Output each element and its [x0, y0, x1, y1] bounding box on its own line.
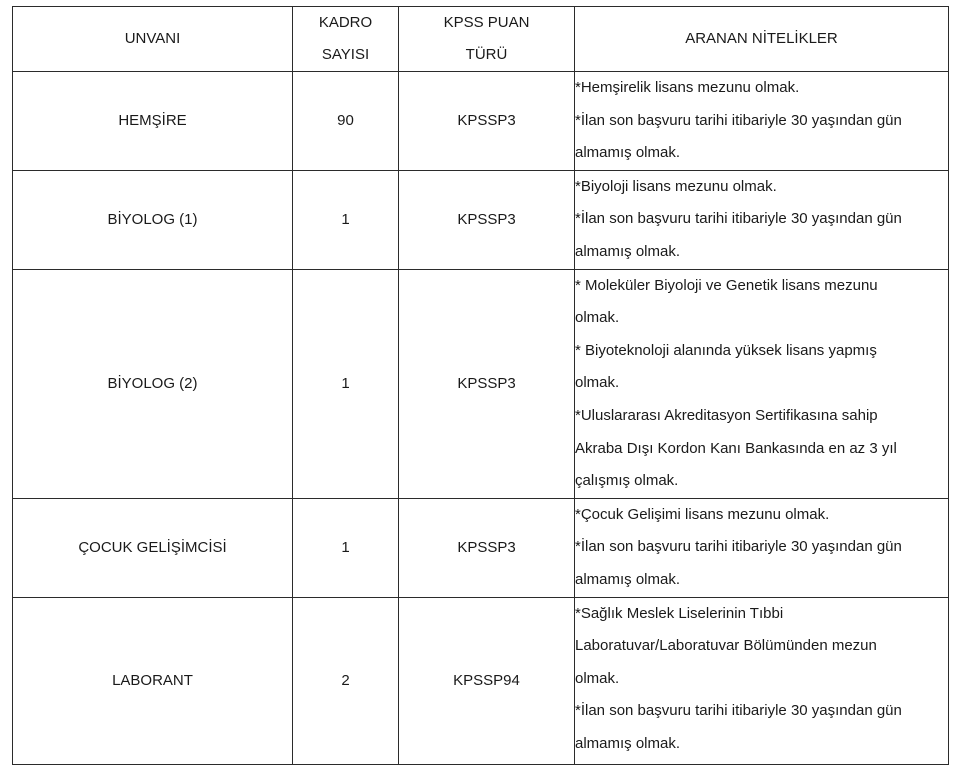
qual-line: *İlan son başvuru tarihi itibariyle 30 yaşından gün	[575, 210, 902, 228]
cell-count: 1	[293, 269, 399, 498]
cell-score: KPSSP3	[399, 72, 575, 171]
positions-table	[12, 6, 949, 765]
header-title	[13, 7, 293, 72]
cell-title: HEMŞİRE	[13, 72, 293, 171]
qual-line: *İlan son başvuru tarihi itibariyle 30 yaşından gün	[575, 702, 902, 720]
header-count-line1: KADRO	[318, 14, 373, 31]
qual-line: almamış olmak.	[575, 570, 681, 588]
qual-line: çalışmış olmak.	[575, 472, 679, 490]
qual-line: * Moleküler Biyoloji ve Genetik lisans mezunu	[575, 276, 878, 294]
header-score	[399, 7, 575, 72]
qual-line: * Biyoteknoloji alanında yüksek lisans yapmış	[575, 341, 877, 359]
header-count	[293, 7, 399, 72]
cell-title: LABORANT	[13, 597, 293, 764]
table-row	[13, 170, 949, 269]
header-score-line2: TÜRÜ	[465, 46, 508, 63]
qual-line: almamış olmak.	[575, 734, 681, 752]
cell-score: KPSSP3	[399, 269, 575, 498]
cell-qualifications	[575, 498, 949, 597]
qual-line: olmak.	[575, 374, 620, 392]
cell-title: ÇOCUK GELİŞİMCİSİ	[13, 498, 293, 597]
cell-qualifications	[575, 170, 949, 269]
qual-line: *Hemşirelik lisans mezunu olmak.	[575, 79, 800, 96]
cell-title: BİYOLOG (1)	[13, 170, 293, 269]
qual-line: *İlan son başvuru tarihi itibariyle 30 yaşından gün	[575, 111, 902, 129]
qual-line: Laboratuvar/Laboratuvar Bölümünden mezun	[575, 637, 877, 655]
cell-qualifications	[575, 597, 949, 764]
table-row	[13, 597, 949, 764]
qual-line: *Çocuk Gelişimi lisans mezunu olmak.	[575, 505, 830, 523]
cell-qualifications	[575, 72, 949, 171]
qual-line: almamış olmak.	[575, 144, 681, 162]
qual-line: *İlan son başvuru tarihi itibariyle 30 yaşından gün	[575, 538, 902, 556]
cell-count: 1	[293, 170, 399, 269]
table-row	[13, 72, 949, 171]
cell-score: KPSSP3	[399, 498, 575, 597]
qual-line: Akraba Dışı Kordon Kanı Bankasında en az 3 yıl	[575, 439, 897, 457]
table-row	[13, 269, 949, 498]
header-title-text: UNVANI	[124, 30, 181, 47]
cell-qualifications	[575, 269, 949, 498]
header-score-line1: KPSS PUAN	[443, 14, 530, 31]
header-qualifications	[575, 7, 949, 72]
qual-line: *Sağlık Meslek Liselerinin Tıbbi	[575, 604, 784, 622]
cell-title: BİYOLOG (2)	[13, 269, 293, 498]
header-row	[13, 7, 949, 72]
qual-line: *Uluslararası Akreditasyon Sertifikasına sahip	[575, 406, 878, 424]
header-qualifications-text: ARANAN NİTELİKLER	[685, 30, 838, 47]
qual-line: *Biyoloji lisans mezunu olmak.	[575, 177, 777, 195]
cell-score: KPSSP94	[399, 597, 575, 764]
cell-count: 1	[293, 498, 399, 597]
qual-line: almamış olmak.	[575, 242, 681, 260]
qual-line: olmak.	[575, 669, 620, 687]
cell-score: KPSSP3	[399, 170, 575, 269]
header-count-line2: SAYISI	[321, 46, 370, 63]
table-row	[13, 498, 949, 597]
qual-line: olmak.	[575, 309, 620, 327]
cell-count: 90	[293, 72, 399, 171]
cell-count: 2	[293, 597, 399, 764]
